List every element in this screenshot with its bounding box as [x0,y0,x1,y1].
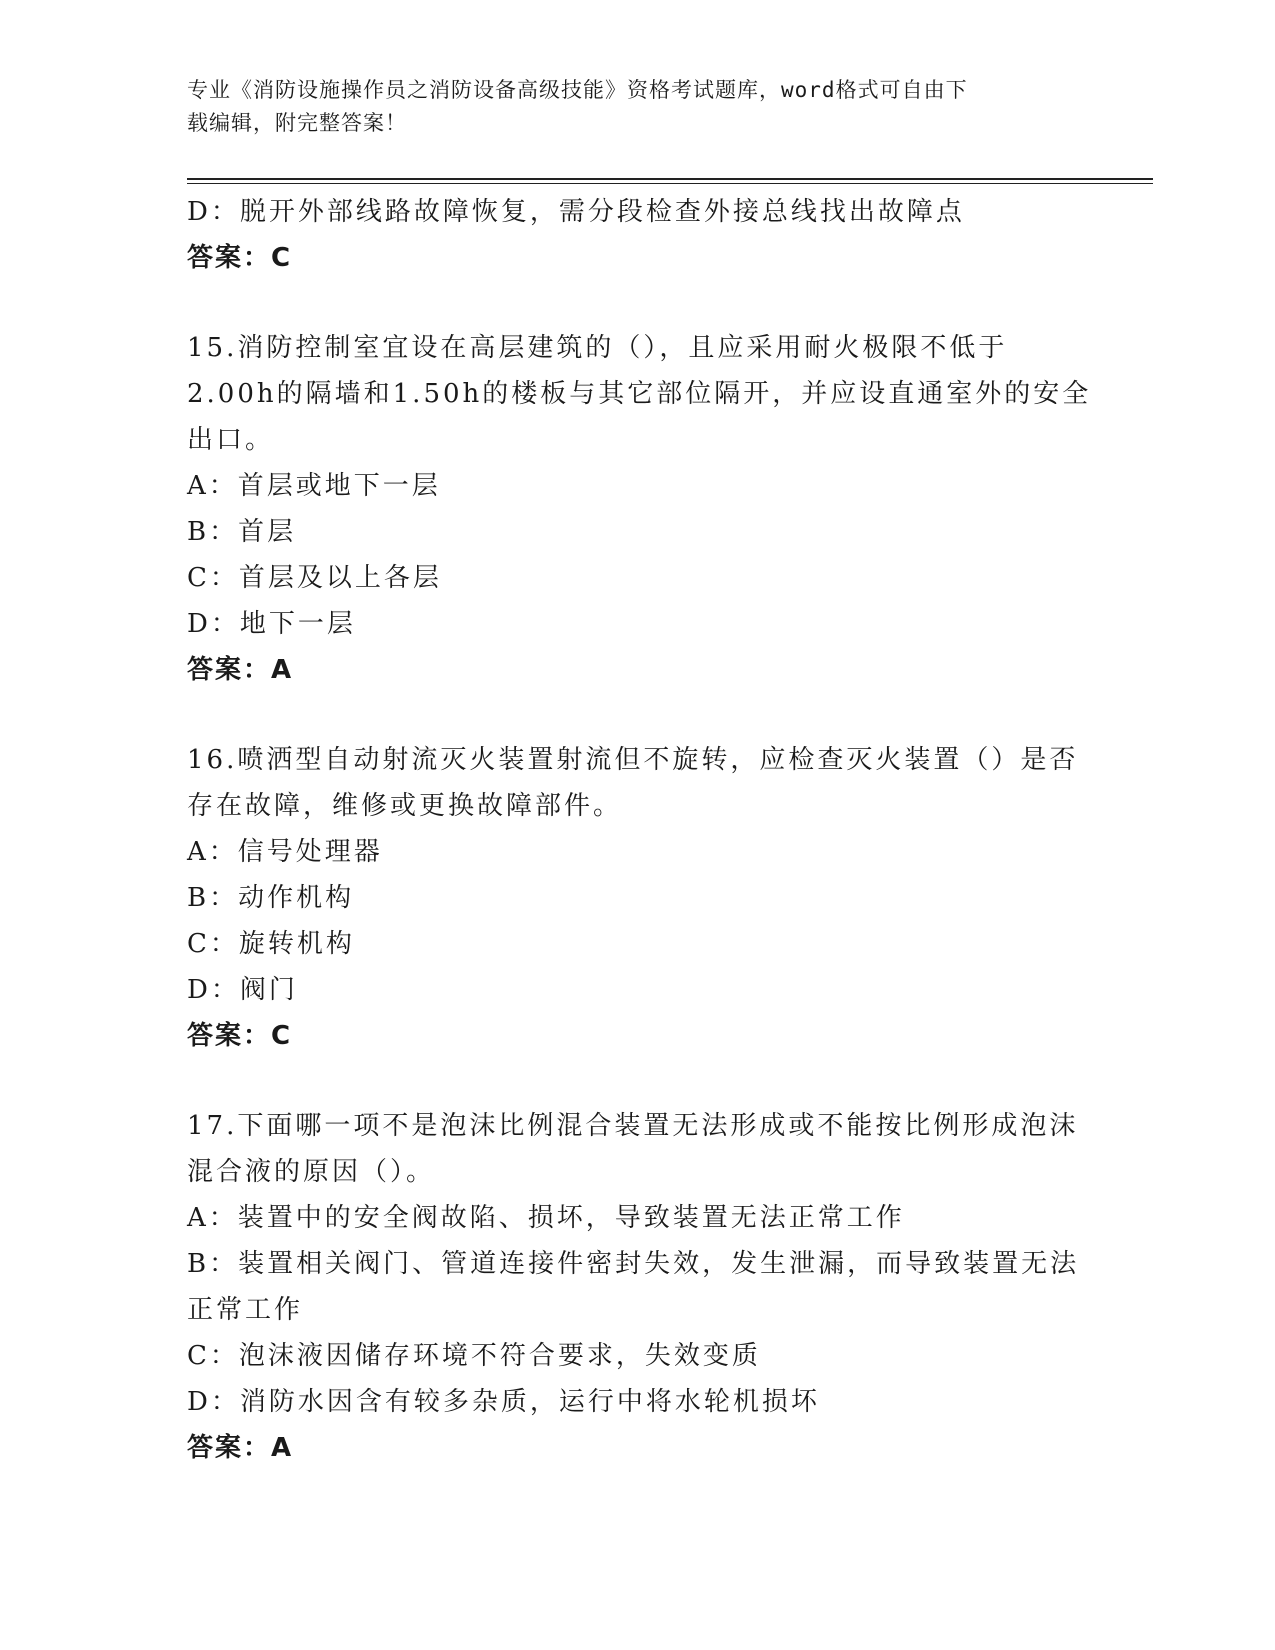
option-d: D：脱开外部线路故障恢复，需分段检查外接总线找出故障点 [187,197,965,227]
option-b: B：动作机构 [187,883,355,913]
header-line-1: 专业《消防设施操作员之消防设备高级技能》资格考试题库，word格式可自由下 [187,78,968,102]
option-a: A：装置中的安全阀故陷、损坏，导致装置无法正常工作 [187,1203,905,1233]
option-a: A：信号处理器 [187,837,383,867]
option-b-continued: 正常工作 [187,1295,304,1325]
question-15 [187,325,1092,693]
question-stem: 混合液的原因（）。 [187,1157,436,1187]
question-14-tail [187,189,1087,281]
option-b: B：装置相关阀门、管道连接件密封失效，发生泄漏，而导致装置无法 [187,1249,1080,1279]
header-divider [187,178,1153,184]
answer-line: 答案：C [187,1021,293,1051]
option-d: D：地下一层 [187,609,356,639]
answer-line: 答案：A [187,655,294,685]
header-line-2: 载编辑，附完整答案！ [187,111,407,135]
question-list [187,189,1092,1471]
option-b: B：首层 [187,517,297,547]
option-d: D：消防水因含有较多杂质，运行中将水轮机损坏 [187,1387,820,1417]
question-stem: 15.消防控制室宜设在高层建筑的（），且应采用耐火极限不低于 [187,333,1008,363]
question-stem: 17.下面哪一项不是泡沫比例混合装置无法形成或不能按比例形成泡沫 [187,1111,1079,1141]
document-header [187,74,1067,140]
answer-line: 答案：A [187,1433,294,1463]
option-c: C：首层及以上各层 [187,563,442,593]
question-stem: 存在故障，维修或更换故障部件。 [187,791,623,821]
option-d: D：阀门 [187,975,298,1005]
option-c: C：泡沫液因储存环境不符合要求，失效变质 [187,1341,761,1371]
question-stem: 2.00h的隔墙和1.50h的楼板与其它部位隔开，并应设直通室外的安全 [187,379,1092,409]
question-17 [187,1103,1087,1471]
question-16 [187,737,1087,1059]
option-c: C：旋转机构 [187,929,355,959]
question-stem: 出口。 [187,425,275,455]
question-stem: 16.喷洒型自动射流灭火装置射流但不旋转，应检查灭火装置（）是否 [187,745,1079,775]
option-a: A：首层或地下一层 [187,471,441,501]
answer-line: 答案：C [187,243,293,273]
